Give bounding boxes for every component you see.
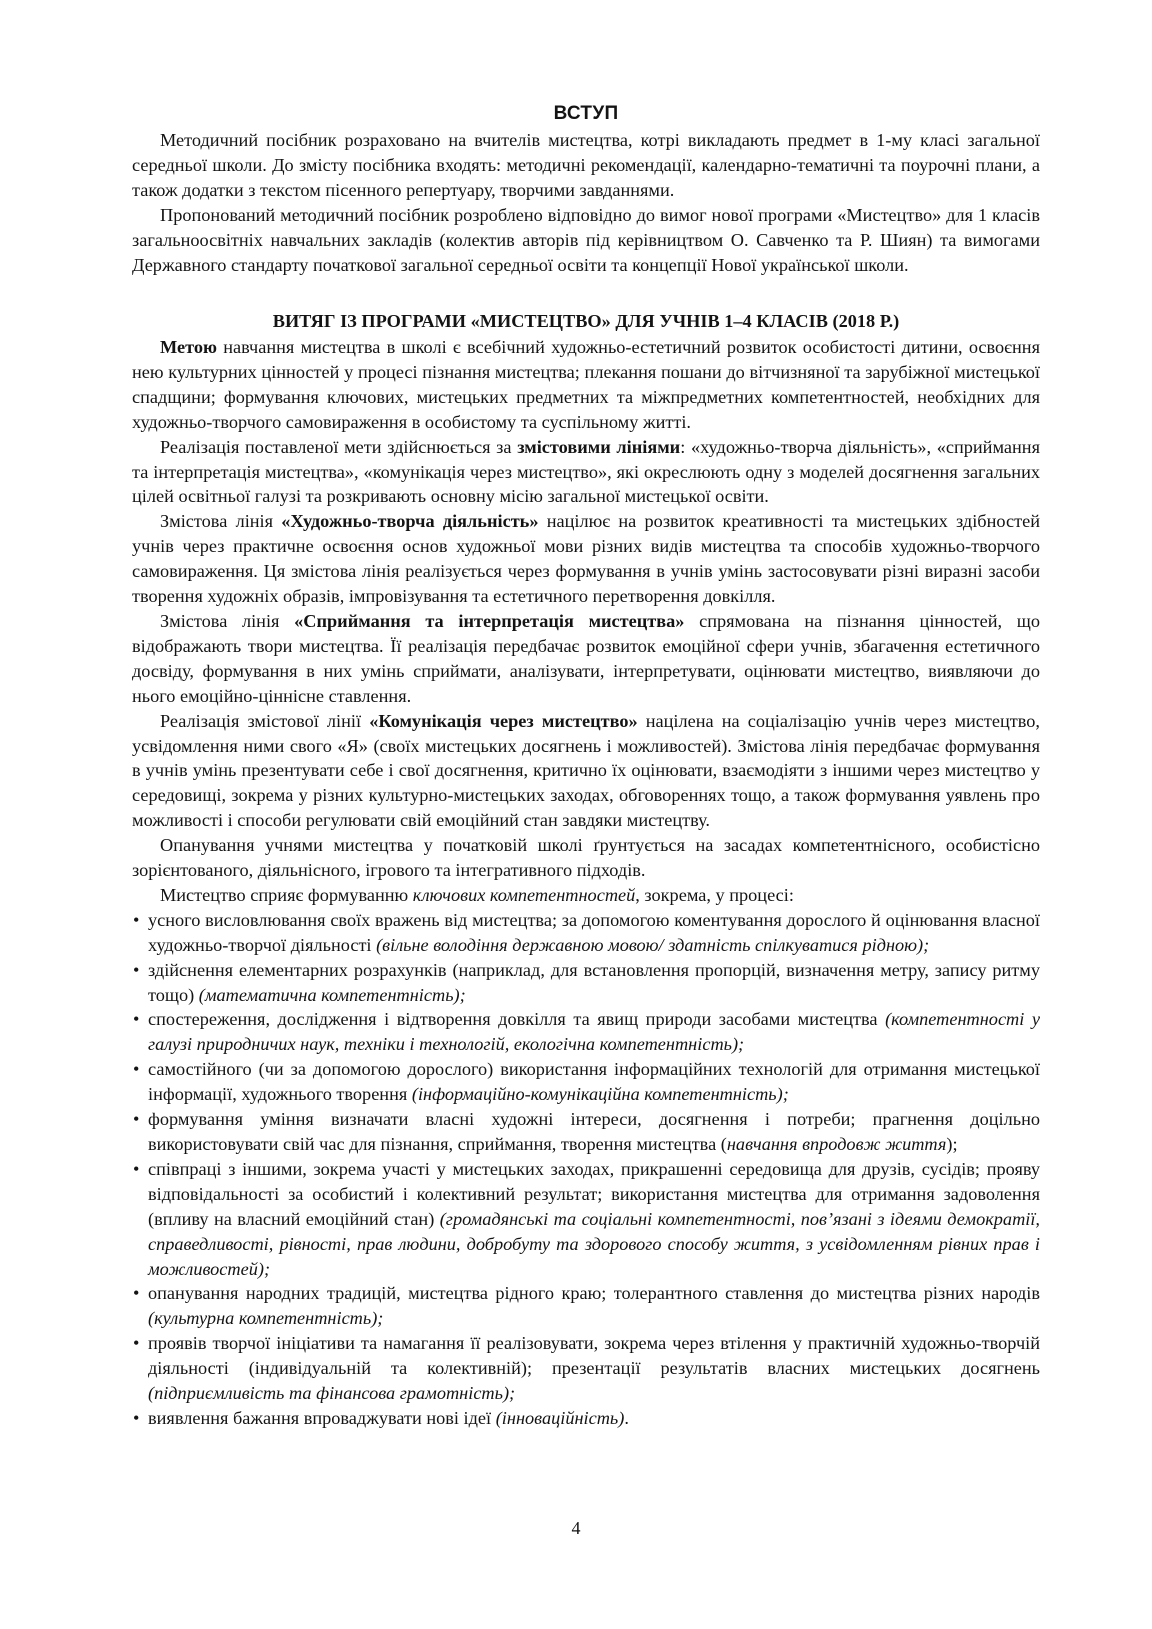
approaches-paragraph: Опанування учнями мистецтва у початковій школі ґрунтується на засадах компетентнісного, особистісно зорієнтованого, діяльнісного, ігрового та інтегративного підходів. xyxy=(132,835,1040,881)
goal-lead: Метою xyxy=(160,337,217,357)
line3-text-a: Реалізація змістової лінії xyxy=(160,710,370,731)
list-item xyxy=(132,1157,1040,1282)
list-item-note: (громадянські та соціальні компетентності, пов’язані з ідеями демократії, справедливості, рівності, прав людини, добробуту та здорового способу життя, з усвідомленням рівних прав і можливостей); xyxy=(148,1208,1040,1279)
list-item-note: (підприємливість та фінансова грамотність); xyxy=(148,1383,516,1404)
intro-paragraph-2: Пропонований методичний посібник розроблено відповідно до вимог нової програми «Мистецтво» для 1 класів загальноосвітніх навчальних закладів (колектив авторів під керівництвом О. Савченко та Р. Шиян) та вимогами Державного стандарту початкової загальної середньої освіти та концепції Нової української школи. xyxy=(132,204,1040,275)
competences-intro-b: , зокрема, у процесі: xyxy=(635,884,794,905)
list-item xyxy=(132,1007,1040,1057)
line3-text-b: націлена на соціалізацію учнів через мистецтво, усвідомлення ними свого «Я» (своїх мистецьких досягнень і можливостей). Змістова лінія передбачає формування в учнів умінь презентувати себе і свої досягнення, критично їх оцінювати, взаємодіяти з іншими через мистецтво у середовищі, зокрема у різних культурно-мистецьких заходах, обговореннях тощо, а також формування уявлень про можливості і способи регулювати свій емоційний стан завдяки мистецтву. xyxy=(132,710,1040,831)
list-item-note: (вільне володіння державною мовою/ здатність спілкуватися рідною); xyxy=(376,934,930,955)
list-item-tail: ); xyxy=(946,1134,958,1154)
list-item-note: (компетентності у галузі природничих наук, техніки і технологій, екологічна компетентність); xyxy=(148,1009,1040,1055)
intro-heading: ВСТУП xyxy=(553,103,619,124)
line1-bold: «Художньо-творча діяльність» xyxy=(281,511,539,532)
intro-paragraph-1: Методичний посібник розраховано на вчителів мистецтва, котрі викладають предмет в 1-му класі загальної середньої школи. До змісту посібника входять: методичні рекомендації, календарно-тематичні та поурочні плани, а також додатки з текстом пісенного репертуару, творчими завданнями. xyxy=(132,130,1040,200)
goal-paragraph xyxy=(132,335,1040,435)
line3-bold: «Комунікація через мистецтво» xyxy=(369,710,638,731)
line2-bold: «Сприймання та інтерпретація мистецтва» xyxy=(294,610,685,631)
competences-intro-italic: ключових компетентностей xyxy=(412,884,636,905)
list-item-text: співпраці з іншими, зокрема участі у мистецьких заходах, прикрашенні середовища для друзів, сусідів; прояву відповідальності за особистий і колективний результат; використання мистецтва для отримання задоволення (впливу на власний емоційний стан) xyxy=(148,1158,1040,1229)
list-item xyxy=(132,1281,1040,1331)
list-item-note: (культурна компетентність); xyxy=(148,1308,384,1329)
content-lines-paragraph xyxy=(132,435,1040,510)
list-item-text: опанування народних традицій, мистецтва рідного краю; толерантного ставлення до мистецтва різних народів xyxy=(148,1283,1040,1304)
list-item-text: виявлення бажання впроваджувати нові ідеї xyxy=(148,1407,496,1428)
list-item-note: (інформаційно-комунікаційна компетентність); xyxy=(411,1084,789,1105)
list-item-text: усного висловлювання своїх вражень від мистецтва; за допомогою коментування дорослого й оцінювання власної художньо-творчої діяльності xyxy=(148,909,1040,955)
line2-text-a: Змістова лінія xyxy=(160,610,295,631)
list-item xyxy=(132,1331,1040,1406)
excerpt-section xyxy=(132,335,1040,1431)
list-item-text: формування уміння визначати власні художні інтереси, досягнення і потреби; прагнення доцільно використовувати свій час для пізнання, сприймання, творення мистецтва ( xyxy=(148,1109,1040,1154)
list-item xyxy=(132,1057,1040,1107)
line2-text-b: спрямована на пізнання цінностей, що відображають твори мистецтва. Її реалізація передбачає розвиток емоційної сфери учнів, збагачення естетичного досвіду, формування в них умінь сприймати, аналізувати, інтерпретувати, оцінювати мистецтво, виявляючи до нього емоційно-ціннісне ставлення. xyxy=(132,610,1041,706)
list-item-note: навчання впродовж життя xyxy=(726,1134,947,1154)
content-lines-bold: змістовими лініями xyxy=(517,436,681,457)
list-item-note: (інноваційність) xyxy=(495,1407,625,1428)
list-item xyxy=(132,958,1040,1008)
list-item-text: самостійного (чи за допомогою дорослого) використання інформаційних технологій для отримання мистецької інформації, художнього творення xyxy=(148,1059,1040,1105)
list-item xyxy=(132,908,1040,958)
content-lines-text-a: Реалізація поставленої мети здійснюється за xyxy=(160,436,518,457)
line1-text-b: націлює на розвиток креативності та мистецьких здібностей учнів через практичне освоєння основ художньої мови різних видів мистецтва та способів художньо-творчого самовираження. Ця змістова лінія реалізується через формування в учнів умінь застосовувати різні виразні засоби творення художніх образів, імпровізування та естетичного перетворення довкілля. xyxy=(132,511,1040,607)
list-item-text: здійснення елементарних розрахунків (наприклад, для встановлення пропорцій, визначення метру, запису ритму тощо) xyxy=(148,959,1040,1005)
goal-text: навчання мистецтва в школі є всебічний художньо-естетичний розвиток особистості дитини, освоєння нею культурних цінностей у процесі пізнання мистецтва; плекання пошани до вітчизняної та зарубіжної мистецької спадщини; формування ключових, мистецьких предметних та міжпредметних компетентностей, необхідних для художньо-творчого самовираження в особистому та суспільному житті. xyxy=(132,337,1040,432)
intro-section xyxy=(132,128,1040,277)
competences-list xyxy=(132,908,1040,1431)
list-item xyxy=(132,1406,1040,1431)
page-number: 4 xyxy=(571,1518,581,1538)
list-item-text: проявів творчої ініціативи та намагання її реалізовувати, зокрема через втілення у практичній художньо-творчій діяльності (індивідуальній та колективній); презентації результатів власних мистецьких досягнень xyxy=(148,1333,1040,1379)
line1-paragraph xyxy=(132,509,1040,609)
list-item-note: (математична компетентність); xyxy=(198,984,466,1005)
line1-text-a: Змістова лінія xyxy=(160,511,282,532)
content-lines-text-b: : «художньо-творча діяльність», «сприймання та інтерпретація мистецтва», «комунікація через мистецтво», які окреслюють одну з моделей досягнення загальних цілей освітньої галузі та розкривають основну місію загальної мистецької освіти. xyxy=(132,436,1040,507)
excerpt-heading: ВИТЯГ ІЗ ПРОГРАМИ «МИСТЕЦТВО» ДЛЯ УЧНІВ 1–4 КЛАСІВ (2018 Р.) xyxy=(272,311,900,331)
list-item xyxy=(132,1107,1040,1157)
list-item-text: спостереження, дослідження і відтворення довкілля та явищ природи засобами мистецтва xyxy=(148,1009,886,1030)
competences-intro xyxy=(132,883,1040,908)
line2-paragraph xyxy=(132,609,1040,709)
line3-paragraph xyxy=(132,709,1040,834)
list-item-tail: . xyxy=(624,1407,629,1428)
competences-intro-a: Мистецтво сприяє формуванню xyxy=(160,884,413,905)
